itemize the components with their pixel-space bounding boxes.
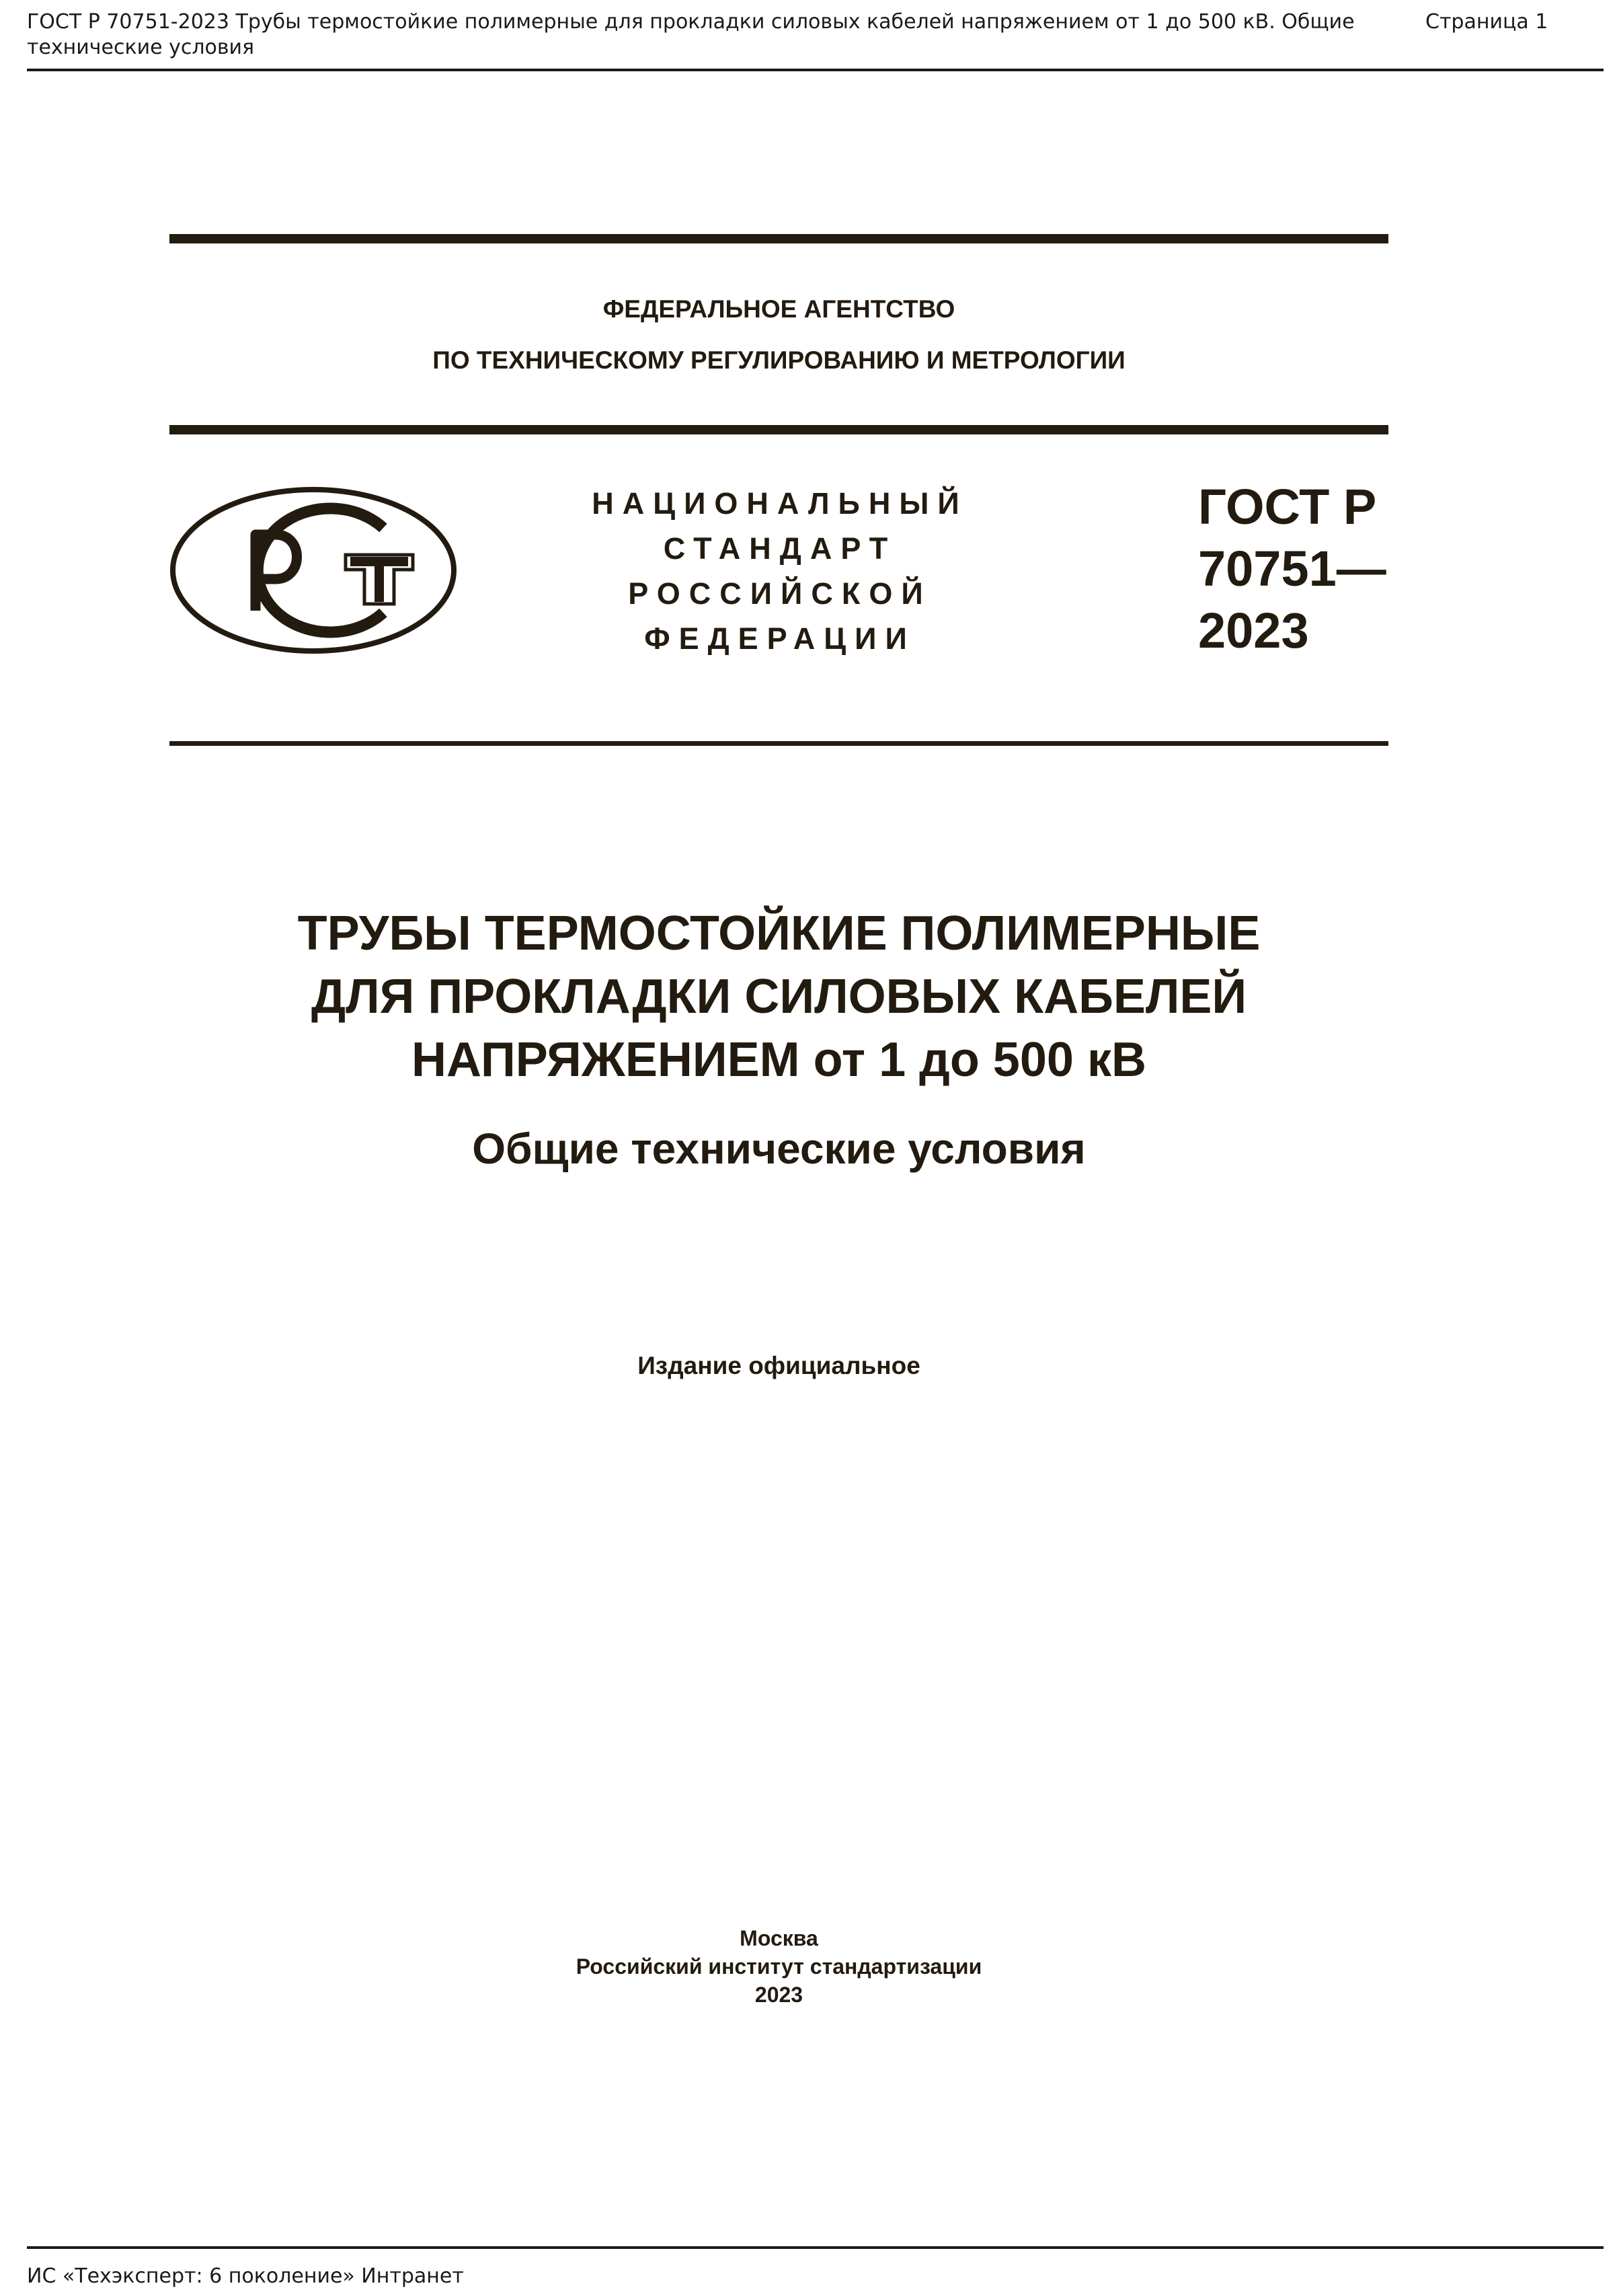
title-line-1: ТРУБЫ ТЕРМОСТОЙКИЕ ПОЛИМЕРНЫЕ xyxy=(297,907,1261,960)
gost-number xyxy=(1198,476,1413,662)
agency-line-1: ФЕДЕРАЛЬНОЕ АГЕНТСТВО xyxy=(602,295,955,323)
agency-line-2: ПО ТЕХНИЧЕСКОМУ РЕГУЛИРОВАНИЮ И МЕТРОЛОГИИ xyxy=(432,346,1126,374)
rst-logo-icon xyxy=(169,486,457,654)
footer-system-label: ИС «Техэксперт: 6 поколение» Интранет xyxy=(27,2264,464,2288)
subtitle: Общие технические условия xyxy=(472,1124,1086,1173)
title-line-3: НАПРЯЖЕНИЕМ от 1 до 500 кВ xyxy=(411,1033,1146,1087)
header-page-number: Страница 1 xyxy=(1425,10,1548,34)
imprint-year: 2023 xyxy=(754,1983,803,2007)
agency-thick-rule xyxy=(169,425,1388,434)
gost-number-line-1: ГОСТ Р xyxy=(1198,479,1377,535)
standard-type-line-3: РОССИЙСКОЙ xyxy=(628,576,932,611)
edition-label: Издание официальное xyxy=(637,1352,920,1379)
header-doc-title: ГОСТ Р 70751-2023 Трубы термостойкие полимерные для прокладки силовых кабелей напряжением от 1 до 500 кВ. Общие технические условия xyxy=(27,10,1355,59)
header-divider xyxy=(27,69,1604,71)
imprint-publisher: Российский институт стандартизации xyxy=(576,1954,982,1979)
standard-type-line-2: СТАНДАРТ xyxy=(663,531,897,566)
imprint-city: Москва xyxy=(740,1926,818,1950)
standard-type-line-4: ФЕДЕРАЦИИ xyxy=(644,621,916,656)
top-thick-rule xyxy=(169,234,1388,243)
title-line-2: ДЛЯ ПРОКЛАДКИ СИЛОВЫХ КАБЕЛЕЙ xyxy=(311,970,1247,1024)
standard-type-line-1: НАЦИОНАЛЬНЫЙ xyxy=(592,486,968,521)
gost-number-line-2: 70751— xyxy=(1198,541,1386,597)
footer-divider xyxy=(27,2246,1604,2249)
gost-number-line-3: 2023 xyxy=(1198,603,1309,658)
masthead-bottom-rule xyxy=(169,741,1388,746)
